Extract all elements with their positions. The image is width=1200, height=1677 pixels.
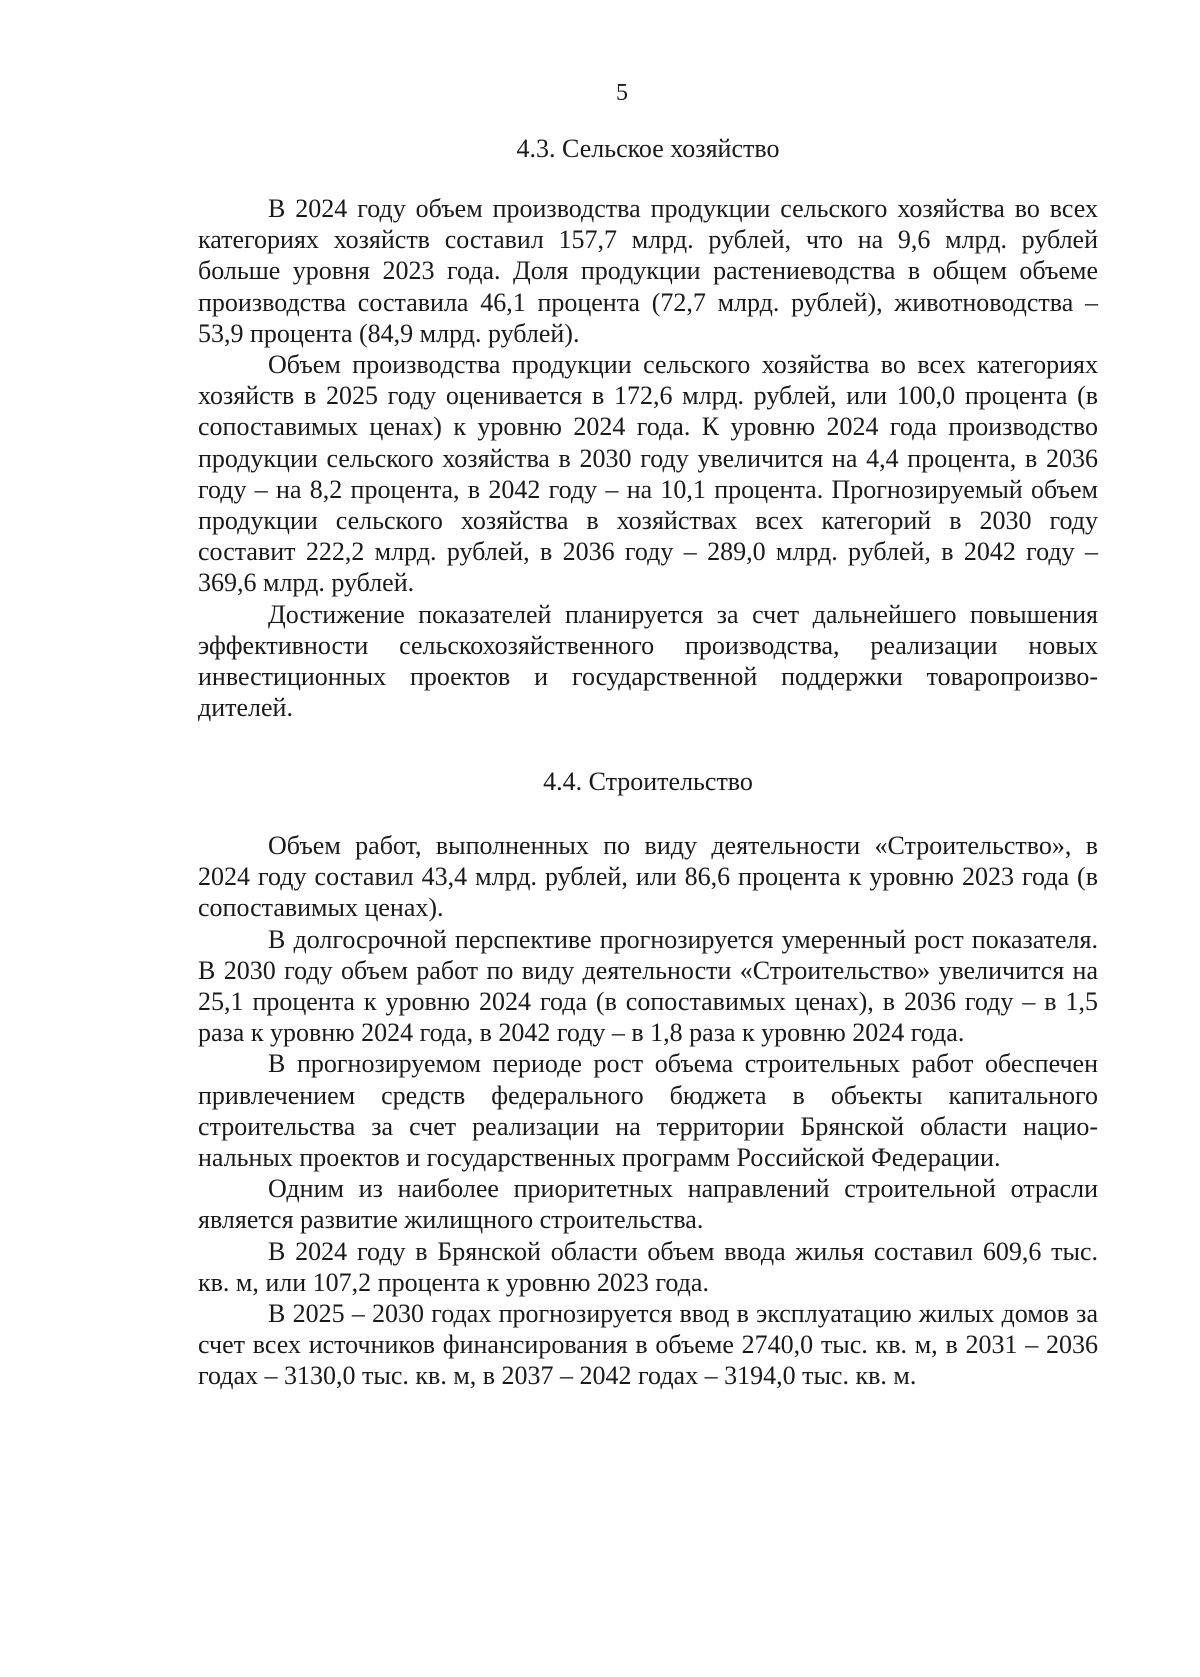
paragraph: Одним из наиболее приоритетных направлений строительной отрасли является развитие жилищного строительства.	[198, 1174, 1098, 1235]
paragraph: Объем производства продукции сельского хозяйства во всех категориях хозяйств в 2025 году оценивается в 172,6 млрд. рублей, или 100,0 процента (в сопоставимых ценах) к уровню 2024 года. К уровню 2024 года производство продукции сельского хозяйства в 2030 году увеличится на 4,4 процента, в 2036 году – на 8,2 процента, в 2042 году – на 10,1 процента. Прогнозируемый объем продукции сельского хозяйства в хозяйствах всех категорий в 2030 году составит 222,2 млрд. рублей, в 2036 году – 289,0 млрд. рублей, в 2042 году – 369,6 млрд. рублей.	[198, 350, 1098, 598]
section-agriculture	[198, 132, 1098, 723]
section-construction	[198, 765, 1098, 1392]
section-title: 4.4. Строительство	[543, 767, 753, 796]
paragraph: Достижение показателей планируется за счет дальнейшего повышения эффективности сельскохозяйственного производства, реализации новых инвестиционных проектов и государственной поддержки товаропроизво-дителей.	[198, 599, 1098, 723]
paragraph: В 2024 году в Брянской области объем ввода жилья составил 609,6 тыс. кв. м, или 107,2 процента к уровню 2023 года.	[198, 1236, 1098, 1297]
paragraph: В долгосрочной перспективе прогнозируется умеренный рост показателя. В 2030 году объем работ по виду деятельности «Строительство» увеличится на 25,1 процента к уровню 2024 года (в сопоставимых ценах), в 2036 году – в 1,5 раза к уровню 2024 года, в 2042 году – в 1,8 раза к уровню 2024 года.	[198, 924, 1098, 1048]
paragraph: В 2025 – 2030 годах прогнозируется ввод в эксплуатацию жилых домов за счет всех источников финансирования в объеме 2740,0 тыс. кв. м, в 2031 – 2036 годах – 3130,0 тыс. кв. м, в 2037 – 2042 годах – 3194,0 тыс. кв. м.	[198, 1299, 1098, 1391]
section-title: 4.3. Сельское хозяйство	[516, 134, 780, 163]
page-number: 5	[616, 80, 628, 106]
paragraph: В 2024 году объем производства продукции сельского хозяйства во всех категориях хозяйств составил 157,7 млрд. рублей, что на 9,6 млрд. рублей больше уровня 2023 года. Доля продукции растениеводства в общем объеме производства составила 46,1 процента (72,7 млрд. рублей), животноводства – 53,9 процента (84,9 млрд. рублей).	[198, 194, 1098, 348]
paragraph: Объем работ, выполненных по виду деятельности «Строительство», в 2024 году составил 43,4 млрд. рублей, или 86,6 процента к уровню 2023 года (в сопоставимых ценах).	[198, 831, 1098, 923]
paragraph: В прогнозируемом периоде рост объема строительных работ обеспечен привлечением средств федерального бюджета в объекты капитального строительства за счет реализации на территории Брянской области нацио-нальных проектов и государственных программ Российской Федерации.	[198, 1049, 1098, 1173]
